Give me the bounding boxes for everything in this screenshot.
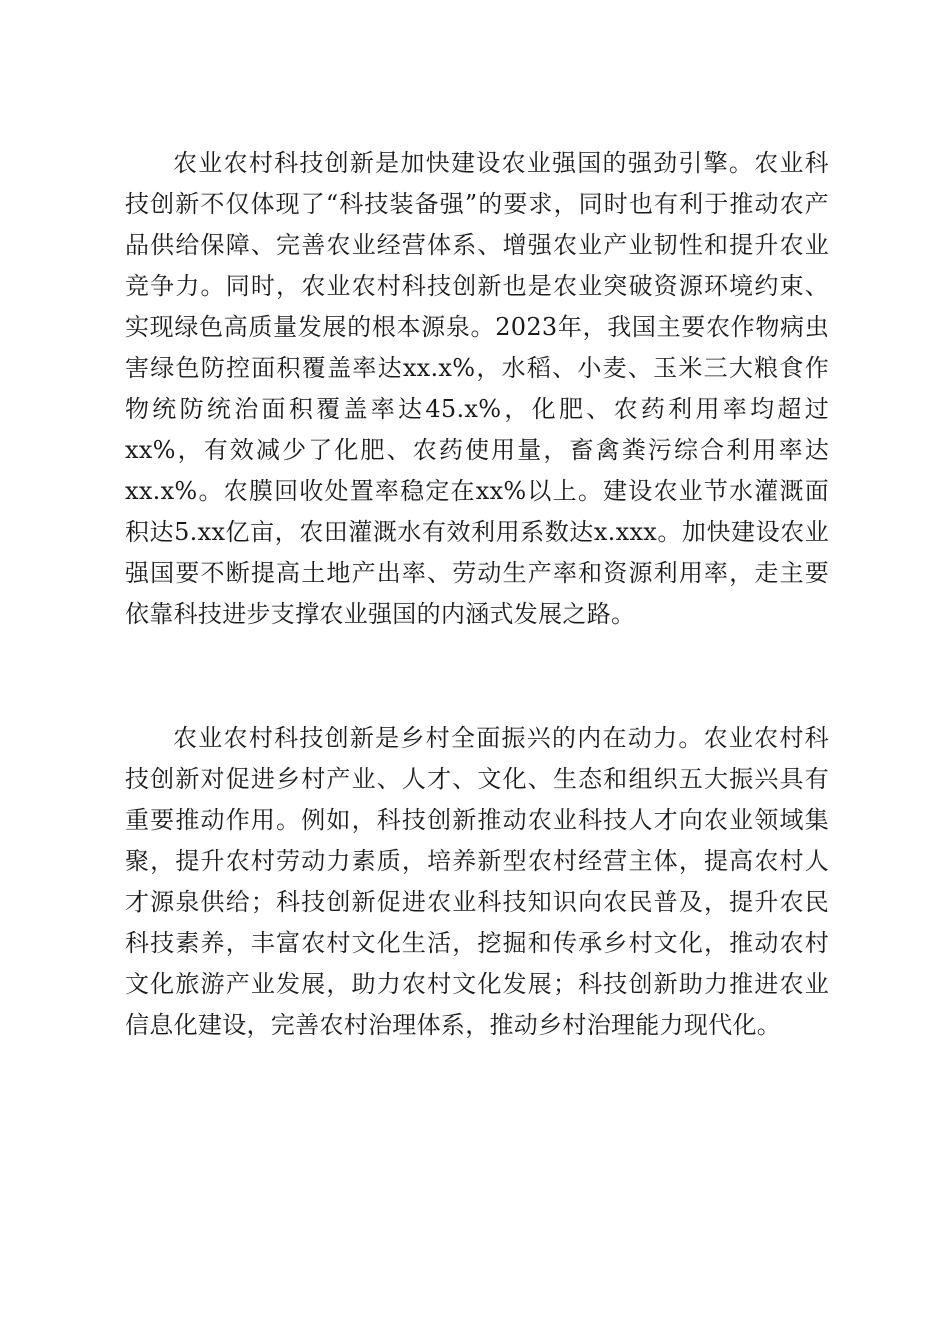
body-paragraph-1: 农业农村科技创新是加快建设农业强国的强劲引擎。农业科技创新不仅体现了“科技装备强”的要求，同时也有利于推动农产品供给保障、完善农业经营体系、增强农业产业韧性和提升农业竞争力。同时，农业农村科技创新也是农业突破资源环境约束、实现绿色高质量发展的根本源泉。2023年，我国主要农作物病虫害绿色防控面积覆盖率达xx.x%，水稻、小麦、玉米三大粮食作物统防统治面积覆盖率达45.x%，化肥、农药利用率均超过xx%，有效减少了化肥、农药使用量，畜禽粪污综合利用率达xx.x%。农膜回收处置率稳定在xx%以上。建设农业节水灌溉面积达5.xx亿亩，农田灌溉水有效利用系数达x.xxx。加快建设农业强国要不断提高土地产出率、劳动生产率和资源利用率，走主要依靠科技进步支撑农业强国的内涵式发展之路。 <box>125 149 829 628</box>
body-paragraph-2: 农业农村科技创新是乡村全面振兴的内在动力。农业农村科技创新对促进乡村产业、人才、文化、生态和组织五大振兴具有重要推动作用。例如，科技创新推动农业科技人才向农业领域集聚，提升农村劳动力素质，培养新型农村经营主体，提高农村人才源泉供给；科技创新促进农业科技知识向农民普及，提升农民科技素养，丰富农村文化生活，挖掘和传承乡村文化，推动农村文化旅游产业发展，助力农村文化发展；科技创新助力推进农业信息化建设，完善农村治理体系，推动乡村治理能力现代化。 <box>125 724 829 1039</box>
